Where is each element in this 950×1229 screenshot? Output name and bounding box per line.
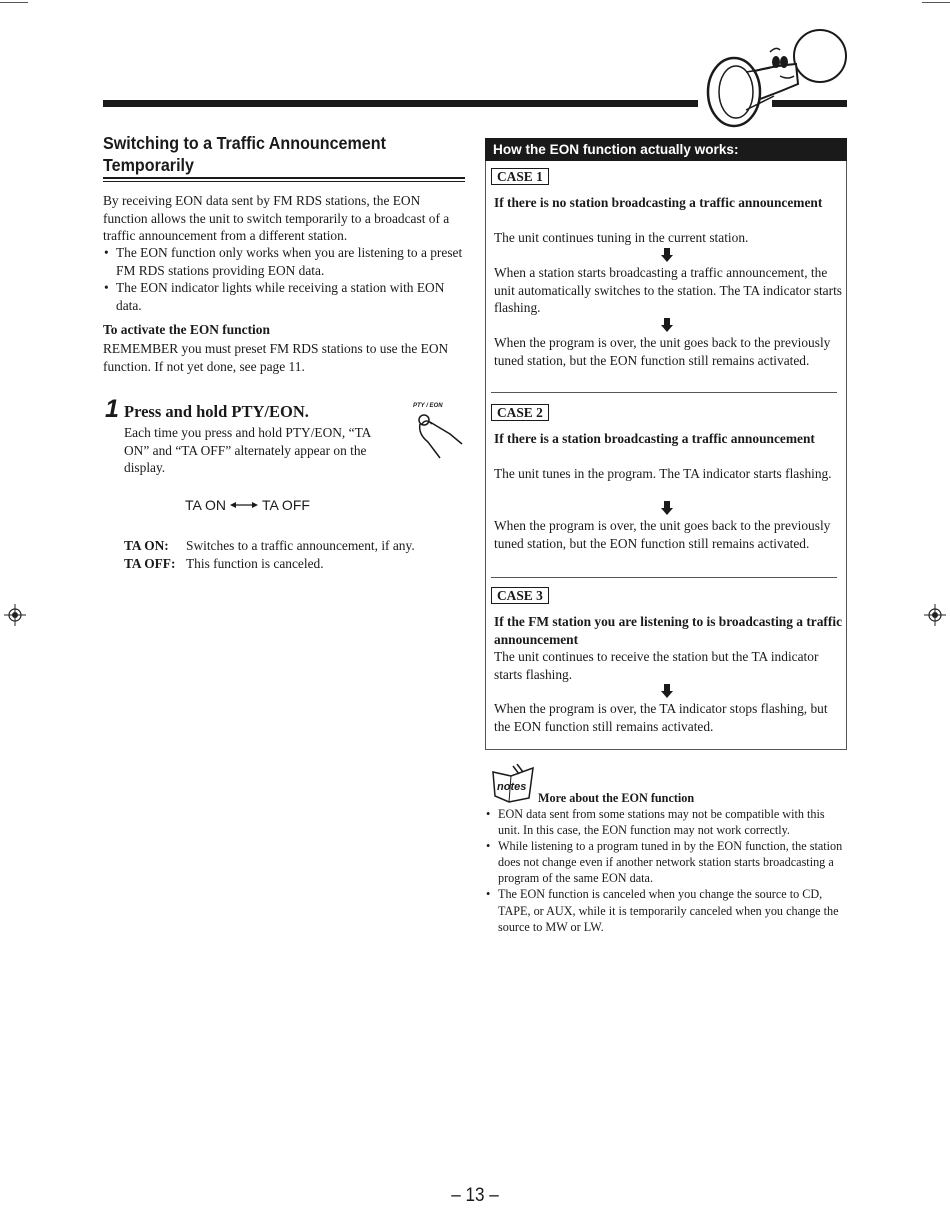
horn-mascot-icon (700, 26, 850, 128)
case-divider (491, 577, 837, 578)
step-title: Press and hold PTY/EON. (124, 402, 309, 421)
down-arrow-icon (661, 684, 673, 698)
crop-mark (0, 2, 28, 3)
case-step: The unit tunes in the program. The TA indicator starts flashing. (494, 466, 832, 481)
title-rule (103, 181, 465, 182)
case-step: The unit continues to receive the station but the TA indicator starts flashing. (494, 649, 819, 682)
sequence-item: TA ON (185, 497, 226, 513)
case-label: CASE 3 (491, 587, 549, 604)
title-rule (103, 177, 465, 179)
registration-mark-icon (4, 604, 26, 626)
intro-paragraph: By receiving EON data sent by FM RDS stations, the EON function allows the unit to switch temporarily to a broadcast of a traffic announcement from a different station. (103, 193, 450, 244)
activate-heading: To activate the EON function (103, 322, 270, 337)
definitions-list (124, 537, 415, 572)
case-question: If there is a station broadcasting a traffic announcement (494, 431, 815, 446)
definition-row: TA OFF: This function is canceled. (124, 555, 324, 571)
down-arrow-icon (661, 318, 673, 332)
case-step: The unit continues tuning in the current station. (494, 230, 749, 245)
list-item: • While listening to a program tuned in by the EON function, the station does not change even if another network station starts broadcasting a program of the same EON data. (486, 839, 843, 886)
header-rule (103, 100, 698, 107)
sequence-item: TA OFF (261, 497, 310, 513)
notes-icon (489, 764, 537, 804)
crop-mark (922, 2, 950, 3)
display-sequence (185, 496, 310, 514)
notes-icon-label: notes (497, 781, 527, 793)
case-step: When the program is over, the TA indicator stops flashing, but the EON function still remains activated. (494, 701, 828, 734)
box-header: How the EON function actually works: (485, 138, 847, 161)
down-arrow-icon (661, 501, 673, 515)
list-item: • The EON function is canceled when you change the source to CD, TAPE, or AUX, while it is temporarily canceled when you change the source to MW or LW. (486, 887, 839, 934)
list-item: • EON data sent from some stations may not be compatible with this unit. In this case, the EON function may not work correctly. (486, 807, 825, 838)
case-label: CASE 1 (491, 168, 549, 185)
case-divider (491, 392, 837, 393)
notes-list (485, 806, 849, 935)
button-label: PTY / EON (413, 403, 443, 409)
case-step: When the program is over, the unit goes back to the previously tuned station, but the EON function still remains activated. (494, 518, 831, 551)
case-label: CASE 2 (491, 404, 549, 421)
double-arrow-icon (230, 501, 258, 509)
case-question: If the FM station you are listening to is broadcasting a traffic announcement (494, 614, 843, 647)
case-step: When a station starts broadcasting a traffic announcement, the unit automatically switches to the station. The TA indicator starts flashing. (494, 265, 843, 316)
finger-press-icon (410, 402, 466, 460)
list-item: • The EON indicator lights while receiving a station with EON data. (104, 280, 445, 313)
case-step: When the program is over, the unit goes back to the previously tuned station, but the EON function still remains activated. (494, 335, 831, 368)
step-description: Each time you press and hold PTY/EON, “TA ON” and “TA OFF” alternately appear on the display. (124, 425, 371, 476)
registration-mark-icon (924, 604, 946, 626)
activate-paragraph: REMEMBER you must preset FM RDS stations to use the EON function. If not yet done, see page 11. (103, 341, 449, 374)
page-number: – 13 – (451, 1185, 499, 1206)
down-arrow-icon (661, 248, 673, 262)
case-question: If there is no station broadcasting a traffic announcement (494, 195, 823, 210)
definition-row: TA ON: Switches to a traffic announcement, if any. (124, 538, 415, 553)
notes-title: More about the EON function (538, 791, 695, 805)
section-title: Switching to a Traffic Announcement Temporarily (103, 133, 386, 175)
step-number: 1 (105, 395, 119, 423)
bullet-list (103, 244, 465, 314)
list-item: • The EON function only works when you are listening to a preset FM RDS stations providing EON data. (104, 245, 463, 278)
